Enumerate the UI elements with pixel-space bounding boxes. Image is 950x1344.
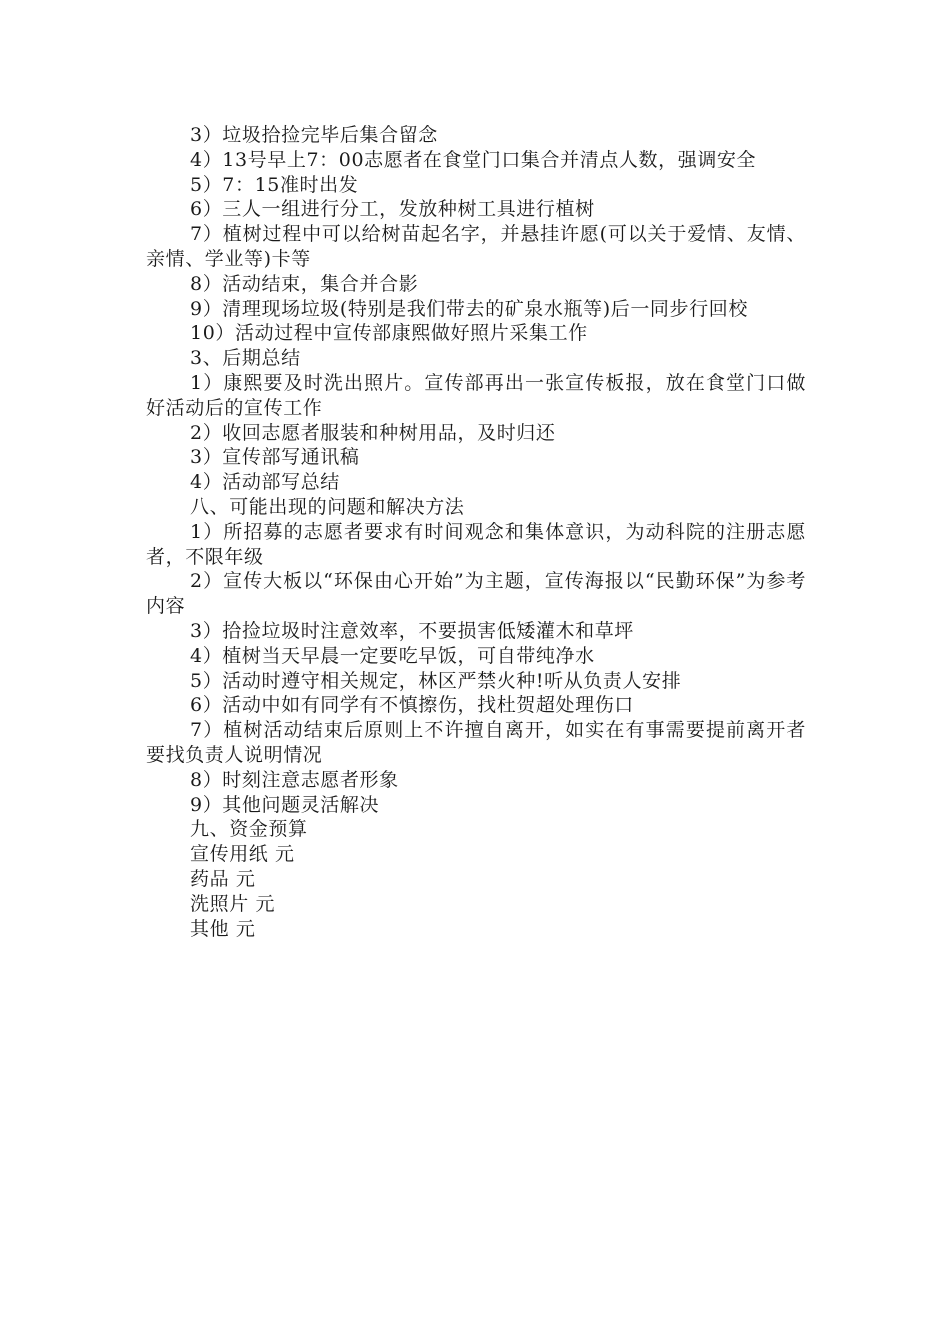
budget-item: 洗照片 元 (190, 892, 276, 915)
paragraph: 3）垃圾拾捡完毕后集合留念 (190, 124, 438, 146)
paragraph: 4）植树当天早晨一定要吃早饭，可自带纯净水 (190, 644, 595, 667)
paragraph: 8）时刻注意志愿者形象 (190, 768, 399, 791)
budget-item: 宣传用纸 元 (190, 843, 295, 866)
paragraph: 9）清理现场垃圾(特别是我们带去的矿泉水瓶等)后一同步行回校 (190, 297, 748, 320)
paragraph: 8）活动结束，集合并合影 (190, 272, 419, 295)
paragraph: 1）所招募的志愿者要求有时间观念和集体意识，为动科院的注册志愿者，不限年级 (146, 520, 806, 568)
section-heading: 八、可能出现的问题和解决方法 (190, 495, 465, 518)
paragraph: 6）三人一组进行分工，发放种树工具进行植树 (190, 198, 595, 221)
paragraph: 1）康熙要及时洗出照片。宣传部再出一张宣传板报，放在食堂门口做好活动后的宣传工作 (146, 371, 806, 419)
paragraph: 6）活动中如有同学有不慎擦伤，找杜贺超处理伤口 (190, 694, 634, 717)
paragraph: 4）活动部写总结 (190, 471, 340, 494)
paragraph: 2）宣传大板以“环保由心开始”为主题，宣传海报以“民勤环保”为参考内容 (146, 570, 806, 618)
paragraph: 4）13号早上7：00志愿者在食堂门口集合并清点人数，强调安全 (190, 148, 757, 171)
paragraph: 9）其他问题灵活解决 (190, 793, 380, 816)
paragraph: 5）7：15准时出发 (190, 173, 359, 196)
paragraph: 7）植树过程中可以给树苗起名字，并悬挂许愿(可以关于爱情、友情、亲情、学业等)卡等 (146, 223, 806, 270)
budget-item: 药品 元 (190, 867, 256, 890)
document-body (146, 123, 806, 941)
section-heading: 3、后期总结 (190, 347, 301, 370)
paragraph: 3）拾捡垃圾时注意效率，不要损害低矮灌木和草坪 (190, 619, 634, 642)
paragraph: 5）活动时遵守相关规定，林区严禁火种!听从负责人安排 (190, 669, 682, 692)
paragraph: 7）植树活动结束后原则上不许擅自离开，如实在有事需要提前离开者要找负责人说明情况 (146, 719, 806, 766)
paragraph: 3）宣传部写通讯稿 (190, 446, 360, 469)
paragraph: 2）收回志愿者服装和种树用品，及时归还 (190, 421, 556, 444)
section-heading: 九、资金预算 (190, 818, 308, 841)
budget-item: 其他 元 (190, 917, 256, 940)
paragraph: 10）活动过程中宣传部康熙做好照片采集工作 (190, 322, 588, 345)
